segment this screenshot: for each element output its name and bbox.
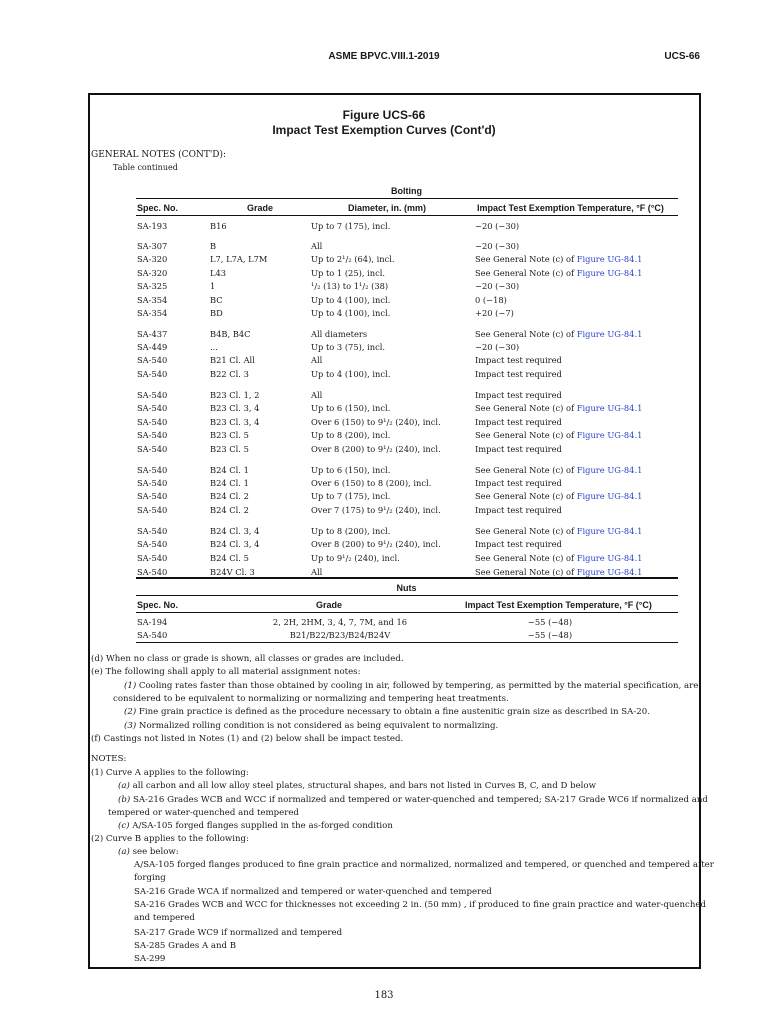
bolting-row-temperature [475, 505, 562, 515]
bolting-row-diameter: Over 8 (200) to 9¹/₂ (240), incl. [311, 444, 441, 454]
bolting-row-grade: B4B, B4C [210, 329, 251, 339]
figure-ug-84-1-link[interactable]: Figure UG-84.1 [576, 430, 643, 440]
bolting-row-temperature [475, 355, 562, 365]
bolting-row-temperature [475, 281, 519, 291]
bolting-title: Bolting [391, 186, 422, 196]
bolting-row-grade: B24V Cl. 3 [210, 567, 255, 577]
bolting-header-rule [136, 215, 678, 216]
bolting-row-spec: SA-540 [137, 526, 168, 536]
temperature-text: −20 (−30) [475, 281, 520, 291]
bolting-row-grade: B [210, 241, 217, 251]
nuts-header-temperature: Impact Test Exemption Temperature, °F (°C) [465, 600, 652, 610]
bolting-row-temperature [475, 342, 519, 352]
temperature-text: See General Note (c) of [475, 329, 577, 339]
bolting-row-grade: B23 Cl. 5 [210, 430, 249, 440]
note-e-1-cont: considered to be equivalent to normalizing or normalizing and tempering heat treatments. [113, 694, 509, 704]
bolting-row-grade: B23 Cl. 1, 2 [210, 390, 260, 400]
temperature-text: See General Note (c) of [475, 491, 577, 501]
bolting-row-spec: SA-540 [137, 430, 168, 440]
temperature-text: Impact test required [475, 478, 562, 488]
bolting-row-spec: SA-540 [137, 567, 168, 577]
bolting-row-temperature [475, 444, 562, 454]
bolting-row-spec: SA-437 [137, 329, 168, 339]
nuts-header-grade: Grade [316, 600, 343, 610]
bolting-row-grade: B24 Cl. 1 [210, 465, 249, 475]
bolting-row-grade: B24 Cl. 3, 4 [210, 526, 260, 536]
bolting-row-temperature [475, 526, 642, 536]
bolting-row-spec: SA-320 [137, 254, 168, 264]
bolting-row-temperature [475, 567, 642, 577]
figure-subtitle: Impact Test Exemption Curves (Cont'd) [272, 123, 496, 137]
bolting-row-temperature [475, 478, 562, 488]
bolting-row-spec: SA-540 [137, 390, 168, 400]
bolting-row-grade: B23 Cl. 5 [210, 444, 249, 454]
bolting-row-temperature [475, 369, 562, 379]
temperature-text: See General Note (c) of [475, 268, 577, 278]
note-2-a-item: SA-299 [134, 954, 166, 964]
bolting-row-grade: B24 Cl. 2 [210, 505, 249, 515]
bolting-row-diameter: All [311, 567, 323, 577]
nuts-row-grade: B21/B22/B23/B24/B24V [289, 630, 391, 640]
bolting-row-spec: SA-540 [137, 403, 168, 413]
bolting-header-grade: Grade [247, 203, 274, 213]
bolting-top-rule [136, 198, 678, 199]
bolting-row-diameter: ¹/₂ (13) to 1¹/₂ (38) [311, 281, 389, 291]
bolting-row-grade: 1 [210, 281, 216, 291]
bolting-row-spec: SA-540 [137, 444, 168, 454]
bolting-row-diameter: All [311, 355, 323, 365]
temperature-text: Impact test required [475, 417, 562, 427]
nuts-title-rule [136, 595, 678, 596]
bolting-row-temperature [475, 403, 642, 413]
bolting-row-diameter: Up to 2¹/₂ (64), incl. [311, 254, 395, 264]
temperature-text: See General Note (c) of [475, 430, 577, 440]
temperature-text: Impact test required [475, 355, 562, 365]
bolting-row-diameter: Up to 7 (175), incl. [311, 491, 391, 501]
bolting-row-grade: BC [210, 295, 223, 305]
bolting-row-diameter: Up to 4 (100), incl. [311, 308, 391, 318]
note-marker: (3) [124, 721, 137, 731]
note-2: (2) Curve B applies to the following: [91, 834, 249, 844]
note-2-a-item: SA-216 Grades WCB and WCC for thicknesses not exceeding 2 in. (50 mm) , if produced to fine grain practice and water-quenched [134, 900, 706, 910]
bolting-row-grade: B24 Cl. 1 [210, 478, 249, 488]
bolting-row-spec: SA-540 [137, 355, 168, 365]
bolting-row-spec: SA-449 [137, 342, 168, 352]
figure-ug-84-1-link[interactable]: Figure UG-84.1 [576, 268, 643, 278]
bolting-row-temperature [475, 254, 642, 264]
notes-heading: NOTES: [91, 754, 127, 764]
note-2-a: (a) see below: [118, 847, 179, 857]
bolting-row-diameter: Up to 7 (175), incl. [311, 221, 391, 231]
temperature-text: See General Note (c) of [475, 526, 577, 536]
temperature-text: +20 (−7) [475, 308, 514, 318]
bolting-row-spec: SA-325 [137, 281, 168, 291]
bolting-row-spec: SA-540 [137, 417, 168, 427]
nuts-row-spec: SA-194 [137, 617, 168, 627]
bolting-row-spec: SA-540 [137, 505, 168, 515]
note-marker: (c) [118, 821, 130, 831]
bolting-row-spec: SA-540 [137, 369, 168, 379]
note-d: (d) When no class or grade is shown, all classes or grades are included. [91, 654, 404, 664]
bolting-row-temperature [475, 390, 562, 400]
figure-ug-84-1-link[interactable]: Figure UG-84.1 [576, 567, 643, 577]
figure-ug-84-1-link[interactable]: Figure UG-84.1 [576, 553, 643, 563]
bolting-row-temperature [475, 308, 514, 318]
note-1: (1) Curve A applies to the following: [91, 768, 249, 778]
bolting-row-grade: B23 Cl. 3, 4 [210, 403, 260, 413]
running-header-section: UCS-66 [664, 51, 700, 62]
bolting-row-temperature [475, 268, 642, 278]
bolting-row-grade: BD [210, 308, 223, 318]
page-number: 183 [374, 990, 394, 1001]
bolting-row-spec: SA-354 [137, 295, 168, 305]
note-1-b-cont: tempered or water-quenched and tempered [108, 808, 299, 818]
bolting-row-grade: ... [210, 342, 218, 352]
note-1-c: (c) A/SA-105 forged flanges supplied in the as-forged condition [118, 821, 393, 831]
bolting-row-spec: SA-540 [137, 465, 168, 475]
note-1-a: (a) all carbon and all low alloy steel plates, structural shapes, and bars not listed in Curves B, C, and D below [118, 781, 596, 791]
figure-ug-84-1-link[interactable]: Figure UG-84.1 [576, 254, 643, 264]
bolting-row-grade: B24 Cl. 3, 4 [210, 539, 260, 549]
bolting-row-grade: B22 Cl. 3 [210, 369, 249, 379]
nuts-row-spec: SA-540 [137, 630, 168, 640]
nuts-top-rule [136, 577, 678, 579]
temperature-text: Impact test required [475, 369, 562, 379]
bolting-row-diameter: Up to 8 (200), incl. [311, 526, 391, 536]
note-e-3: (3) Normalized rolling condition is not considered as being equivalent to normalizing. [124, 721, 499, 731]
note-f: (f) Castings not listed in Notes (1) and (2) below shall be impact tested. [91, 734, 404, 744]
temperature-text: −20 (−30) [475, 241, 520, 251]
bolting-row-temperature [475, 295, 507, 305]
figure-title: Figure UCS-66 [342, 108, 426, 122]
note-marker: (a) [118, 847, 130, 857]
note-2-a-item-cont: forging [134, 873, 166, 883]
bolting-header-diameter: Diameter, in. (mm) [348, 203, 427, 213]
nuts-row-temperature: −55 (−48) [527, 617, 573, 627]
bolting-row-temperature [475, 465, 642, 475]
bolting-row-diameter: Up to 4 (100), incl. [311, 369, 391, 379]
bolting-row-spec: SA-540 [137, 553, 168, 563]
bolting-row-grade: B21 Cl. All [210, 355, 255, 365]
figure-ug-84-1-link[interactable]: Figure UG-84.1 [576, 465, 643, 475]
note-e-2: (2) Fine grain practice is defined as the procedure necessary to obtain a fine austenitic grain size as described in SA-20. [124, 707, 650, 717]
temperature-text: −20 (−30) [475, 342, 520, 352]
bolting-row-temperature [475, 417, 562, 427]
note-marker: (a) [118, 781, 130, 791]
nuts-header-spec: Spec. No. [137, 600, 179, 610]
note-2-a-item: SA-217 Grade WC9 if normalized and tempered [134, 928, 343, 938]
bolting-row-temperature [475, 491, 642, 501]
bolting-row-spec: SA-307 [137, 241, 168, 251]
bolting-row-diameter: Up to 9¹/₂ (240), incl. [311, 553, 400, 563]
bolting-row-grade: L7, L7A, L7M [210, 254, 268, 264]
figure-ug-84-1-link[interactable]: Figure UG-84.1 [576, 526, 643, 536]
bolting-header-spec: Spec. No. [137, 203, 179, 213]
note-2-a-item: SA-216 Grade WCA if normalized and tempered or water-quenched and tempered [134, 887, 492, 897]
bolting-row-spec: SA-540 [137, 539, 168, 549]
bolting-row-diameter: All [311, 241, 323, 251]
bolting-row-diameter: All [311, 390, 323, 400]
table-continued-label: Table continued [113, 163, 178, 172]
note-e-1: (1) Cooling rates faster than those obtained by cooling in air, followed by tempering, as permitted by the material specification, are [124, 681, 699, 691]
bolting-row-diameter: Up to 3 (75), incl. [311, 342, 386, 352]
temperature-text: Impact test required [475, 444, 562, 454]
bolting-row-temperature [475, 221, 519, 231]
bolting-row-diameter: Over 6 (150) to 8 (200), incl. [311, 478, 432, 488]
bolting-row-diameter: Over 8 (200) to 9¹/₂ (240), incl. [311, 539, 441, 549]
bolting-row-diameter: Up to 6 (150), incl. [311, 465, 391, 475]
temperature-text: Impact test required [475, 505, 562, 515]
figure-ug-84-1-link[interactable]: Figure UG-84.1 [576, 403, 643, 413]
bolting-row-spec: SA-354 [137, 308, 168, 318]
temperature-text: −20 (−30) [475, 221, 520, 231]
nuts-title: Nuts [396, 583, 417, 593]
bolting-row-diameter: Up to 6 (150), incl. [311, 403, 391, 413]
bolting-row-diameter: Up to 4 (100), incl. [311, 295, 391, 305]
bolting-row-temperature [475, 539, 562, 549]
temperature-text: Impact test required [475, 539, 562, 549]
note-e: (e) The following shall apply to all material assignment notes: [91, 667, 361, 677]
note-2-a-item: A/SA-105 forged flanges produced to fine grain practice and normalized, normalized and tempered, or quenched and tempered after [134, 860, 714, 870]
note-marker: (b) [118, 795, 131, 805]
nuts-row-temperature: −55 (−48) [527, 630, 573, 640]
figure-ug-84-1-link[interactable]: Figure UG-84.1 [576, 329, 643, 339]
note-marker: (2) [124, 707, 137, 717]
bolting-row-diameter: Over 7 (175) to 9¹/₂ (240), incl. [311, 505, 441, 515]
temperature-text: See General Note (c) of [475, 567, 577, 577]
note-1-b: (b) SA-216 Grades WCB and WCC if normalized and tempered or water-quenched and tempered; SA-217 Grade WC6 if normalized and [118, 795, 708, 805]
figure-ug-84-1-link[interactable]: Figure UG-84.1 [576, 491, 643, 501]
bolting-row-temperature [475, 241, 519, 251]
nuts-bottom-rule [136, 642, 678, 643]
running-header-title: ASME BPVC.VIII.1-2019 [328, 51, 440, 62]
bolting-row-diameter: Up to 8 (200), incl. [311, 430, 391, 440]
nuts-row-grade: 2, 2H, 2HM, 3, 4, 7, 7M, and 16 [272, 617, 408, 627]
temperature-text: 0 (−18) [475, 295, 507, 305]
bolting-row-grade: B16 [210, 221, 227, 231]
temperature-text: See General Note (c) of [475, 553, 577, 563]
temperature-text: See General Note (c) of [475, 254, 577, 264]
note-marker: (1) [124, 681, 137, 691]
bolting-row-spec: SA-193 [137, 221, 168, 231]
temperature-text: See General Note (c) of [475, 465, 577, 475]
bolting-row-diameter: Up to 1 (25), incl. [311, 268, 386, 278]
bolting-row-grade: B23 Cl. 3, 4 [210, 417, 260, 427]
bolting-row-temperature [475, 430, 642, 440]
general-notes-heading: GENERAL NOTES (CONT'D): [91, 150, 227, 160]
bolting-row-grade: B24 Cl. 5 [210, 553, 249, 563]
temperature-text: Impact test required [475, 390, 562, 400]
bolting-row-grade: B24 Cl. 2 [210, 491, 249, 501]
note-2-a-item-cont: and tempered [134, 913, 195, 923]
bolting-row-diameter: All diameters [311, 329, 368, 339]
note-2-a-item: SA-285 Grades A and B [134, 941, 237, 951]
temperature-text: See General Note (c) of [475, 403, 577, 413]
bolting-row-spec: SA-320 [137, 268, 168, 278]
bolting-row-spec: SA-540 [137, 478, 168, 488]
bolting-header-temperature: Impact Test Exemption Temperature, °F (°C) [477, 203, 664, 213]
bolting-row-diameter: Over 6 (150) to 9¹/₂ (240), incl. [311, 417, 441, 427]
bolting-row-spec: SA-540 [137, 491, 168, 501]
nuts-header-rule [136, 612, 678, 613]
bolting-row-grade: L43 [210, 268, 227, 278]
bolting-row-temperature [475, 553, 642, 563]
bolting-row-temperature [475, 329, 642, 339]
